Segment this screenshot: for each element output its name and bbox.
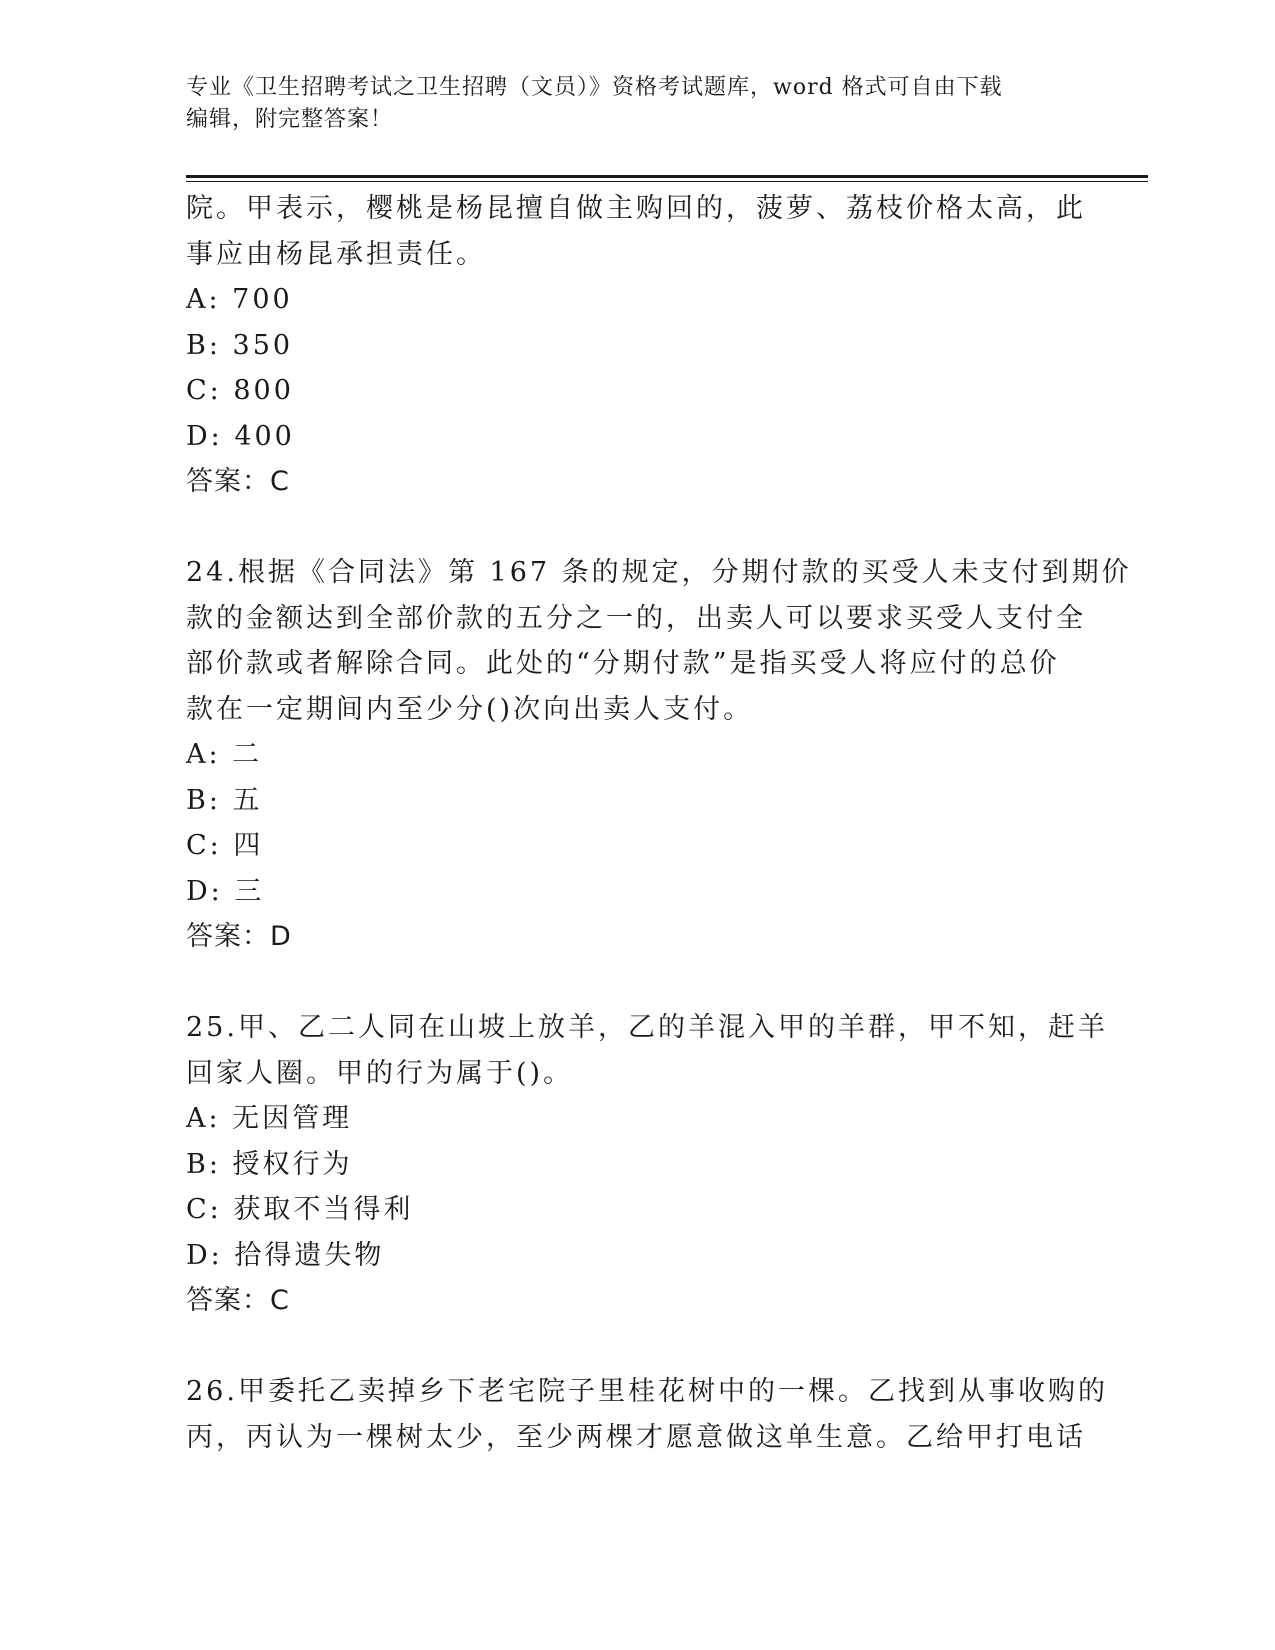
option-d: D: 拾得遗失物	[186, 1239, 385, 1271]
option-a: A: 700	[186, 284, 293, 315]
question-text-line: 26.甲委托乙卖掉乡下老宅院子里桂花树中的一棵。乙找到从事收购的	[186, 1376, 1108, 1407]
header-line-2: 编辑，附完整答案！	[186, 107, 394, 132]
option-a: A: 二	[186, 739, 263, 770]
spacer	[186, 960, 1086, 1006]
header-line-1: 专业《卫生招聘考试之卫生招聘（文员）》资格考试题库，word 格式可自由下载	[186, 75, 1003, 100]
question-text-line: 款的金额达到全部价款的五分之一的，出卖人可以要求买受人支付全	[186, 602, 1086, 634]
question-text-line: 院。甲表示，樱桃是杨昆擅自做主购回的，菠萝、荔枝价格太高，此	[186, 193, 1086, 224]
answer-line: 答案：C	[186, 1285, 290, 1316]
question-23-continuation	[186, 186, 1086, 505]
option-b: B: 授权行为	[186, 1148, 353, 1180]
answer-line: 答案：D	[186, 921, 292, 952]
option-a: A: 无因管理	[186, 1103, 353, 1134]
question-text-line: 24.根据《合同法》第 167 条的规定，分期付款的买受人未支付到期价	[186, 557, 1132, 588]
spacer	[186, 505, 1086, 551]
option-d: D: 400	[186, 420, 295, 452]
header-divider-thin	[186, 181, 1148, 182]
question-text-line: 部价款或者解除合同。此处的“分期付款”是指买受人将应付的总价	[186, 648, 1060, 679]
question-text-line: 事应由杨昆承担责任。	[186, 238, 486, 270]
option-d: D: 三	[186, 875, 265, 907]
option-c: C: 获取不当得利	[186, 1194, 414, 1225]
question-text-line: 回家人圈。甲的行为属于()。	[186, 1057, 574, 1089]
header-divider-thick	[186, 175, 1148, 178]
document-header	[186, 72, 1076, 136]
question-26	[186, 1369, 1108, 1460]
question-text-line: 25.甲、乙二人同在山坡上放羊，乙的羊混入甲的羊群，甲不知，赶羊	[186, 1012, 1108, 1043]
question-text-line: 丙，丙认为一棵树太少，至少两棵才愿意做这单生意。乙给甲打电话	[186, 1421, 1086, 1453]
question-text-line: 款在一定期间内至少分()次向出卖人支付。	[186, 693, 754, 725]
option-b: B: 五	[186, 784, 263, 816]
question-25	[186, 1005, 1108, 1324]
option-b: B: 350	[186, 329, 294, 361]
option-c: C: 800	[186, 375, 294, 406]
question-24	[186, 550, 1132, 960]
option-c: C: 四	[186, 830, 264, 861]
document-body	[186, 186, 1132, 1460]
answer-line: 答案：C	[186, 466, 290, 497]
spacer	[186, 1324, 1086, 1370]
